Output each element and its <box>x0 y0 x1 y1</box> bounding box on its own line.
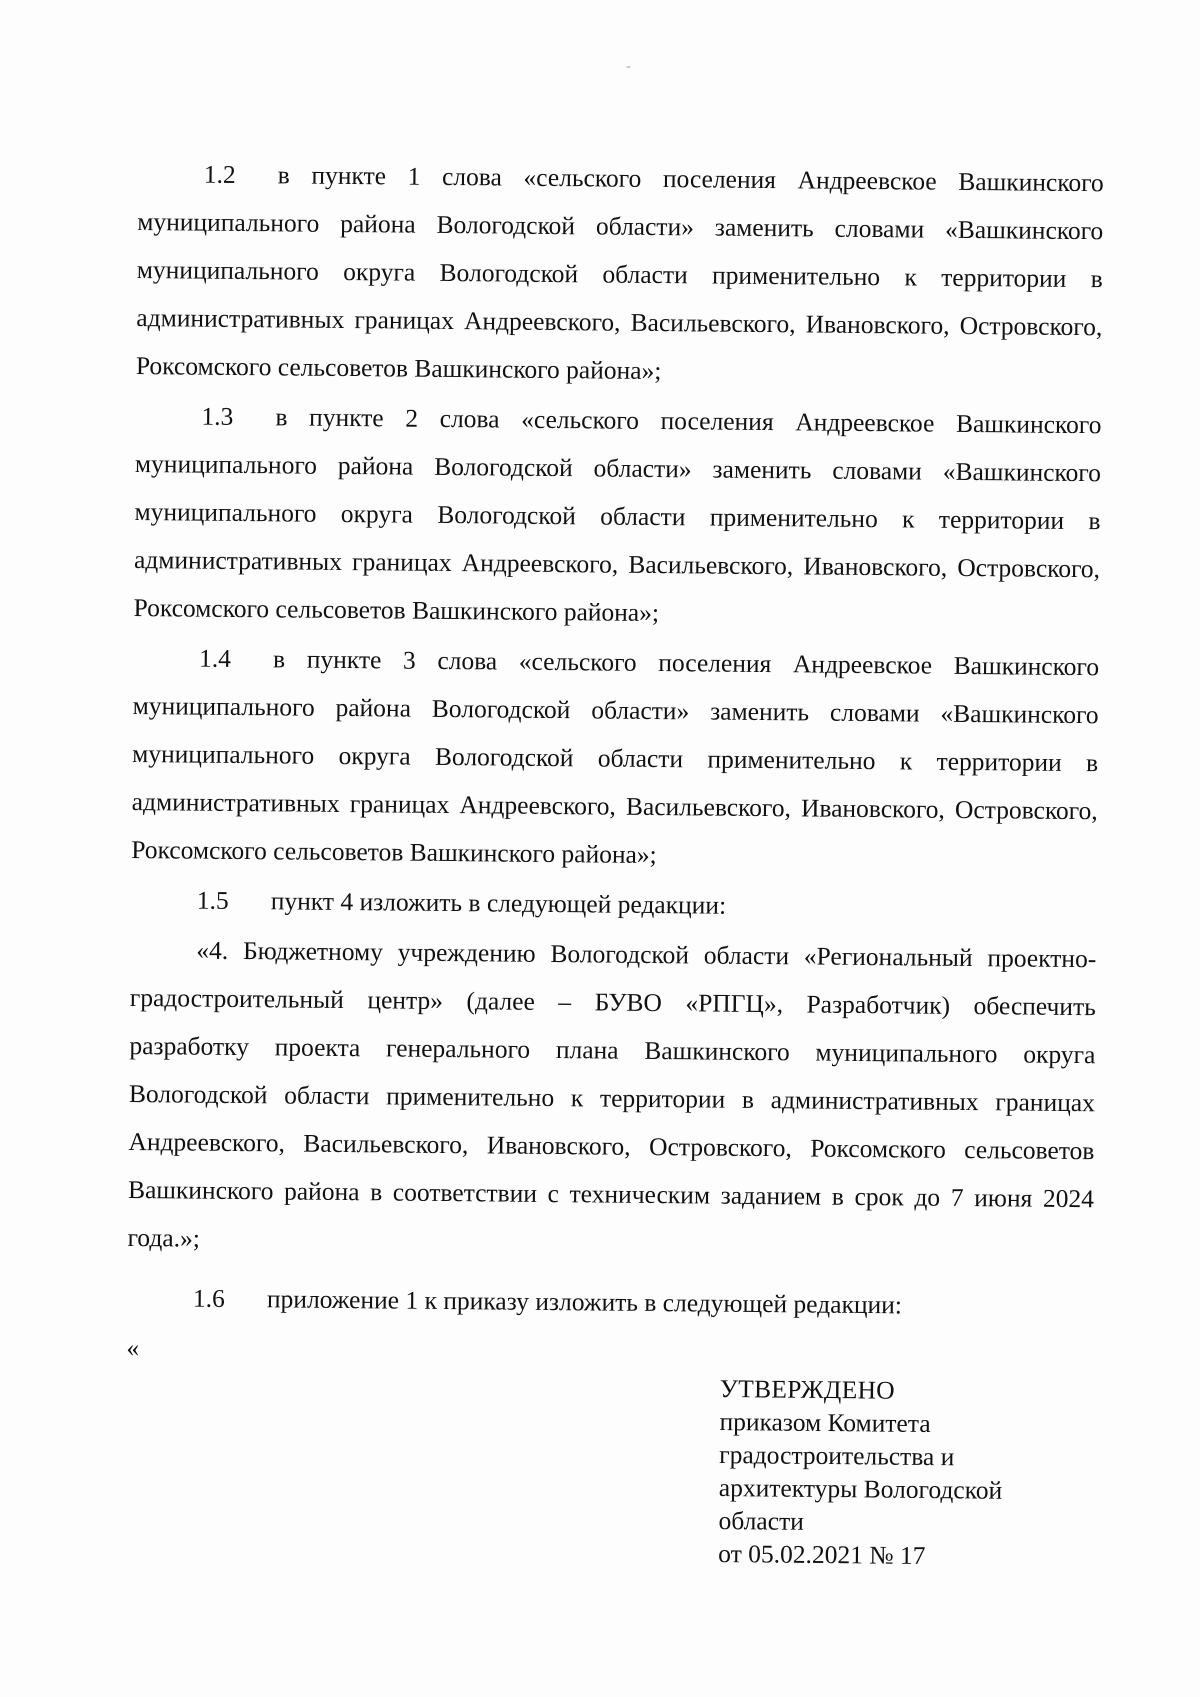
paragraph-text: в пункте 3 слова «сельского поселения Андреевское Вашкинского муниципального района Вологодской области» заменить словами «Вашкинского муниципального округа Вологодской области применительно к территории в административных границах Андреевского, Васильевского, Ивановского, Островского, Роксомского сельсоветов Вашкинского района»; <box>131 644 1100 870</box>
paragraph-text: пункт 4 изложить в следующей редакции: <box>270 886 727 920</box>
approval-block <box>718 1372 1080 1573</box>
approval-line: приказом Комитета <box>719 1406 931 1439</box>
paragraph-1-6 <box>127 1274 1093 1331</box>
paragraph-1-5 <box>131 876 1097 933</box>
paragraph-number: 1.3 <box>201 401 234 431</box>
paragraph-1-3 <box>133 392 1101 641</box>
paragraph-number: 1.2 <box>203 159 236 189</box>
approval-date-line: от 05.02.2021 № 17 <box>718 1538 926 1570</box>
paragraph-1-4 <box>131 634 1099 883</box>
approval-line: архитектуры Вологодской <box>718 1472 1003 1505</box>
paragraph-number: 1.4 <box>198 643 232 673</box>
page-number-mark: - <box>626 59 631 74</box>
opening-quote: « <box>126 1332 140 1363</box>
quoted-paragraph-4: «4. Бюджетному учреждению Вологодской области «Региональный проектно-градостроительный центр» (далее – БУВО «РПГЦ», Разработчик) обеспечить разработку проекта генерального плана Вашкинского муниципального округа Вологодской области применительно к территории в административных границах Андреевского, Васильевского, Ивановского, Островского, Роксомского сельсоветов Вашкинского района в соответствии с техническим заданием в срок до 7 июня 2024 года.»; <box>127 935 1097 1253</box>
approval-heading: УТВЕРЖДЕНО <box>719 1373 896 1405</box>
paragraph-number: 1.6 <box>192 1283 225 1313</box>
document-body <box>126 150 1104 1379</box>
paragraph-number: 1.5 <box>196 885 229 915</box>
approval-line: области <box>718 1505 804 1536</box>
paragraph-text: приложение 1 к приказу изложить в следующей редакции: <box>266 1284 903 1320</box>
paragraph-text: в пункте 2 слова «сельского поселения Андреевское Вашкинского муниципального района Вологодской области» заменить словами «Вашкинского муниципального округа Вологодской области применительно к территории в административных границах Андреевского, Васильевского, Ивановского, Островского, Роксомского сельсоветов Вашкинского района»; <box>133 402 1102 628</box>
approval-line: градостроительства и <box>719 1439 955 1472</box>
paragraph-text: в пункте 1 слова «сельского поселения Андреевское Вашкинского муниципального района Вологодской области» заменить словами «Вашкинского муниципального округа Вологодской области применительно к территории в административных границах Андреевского, Васильевского, Ивановского, Островского, Роксомского сельсоветов Вашкинского района»; <box>135 160 1104 386</box>
paragraph-1-2 <box>136 150 1104 399</box>
